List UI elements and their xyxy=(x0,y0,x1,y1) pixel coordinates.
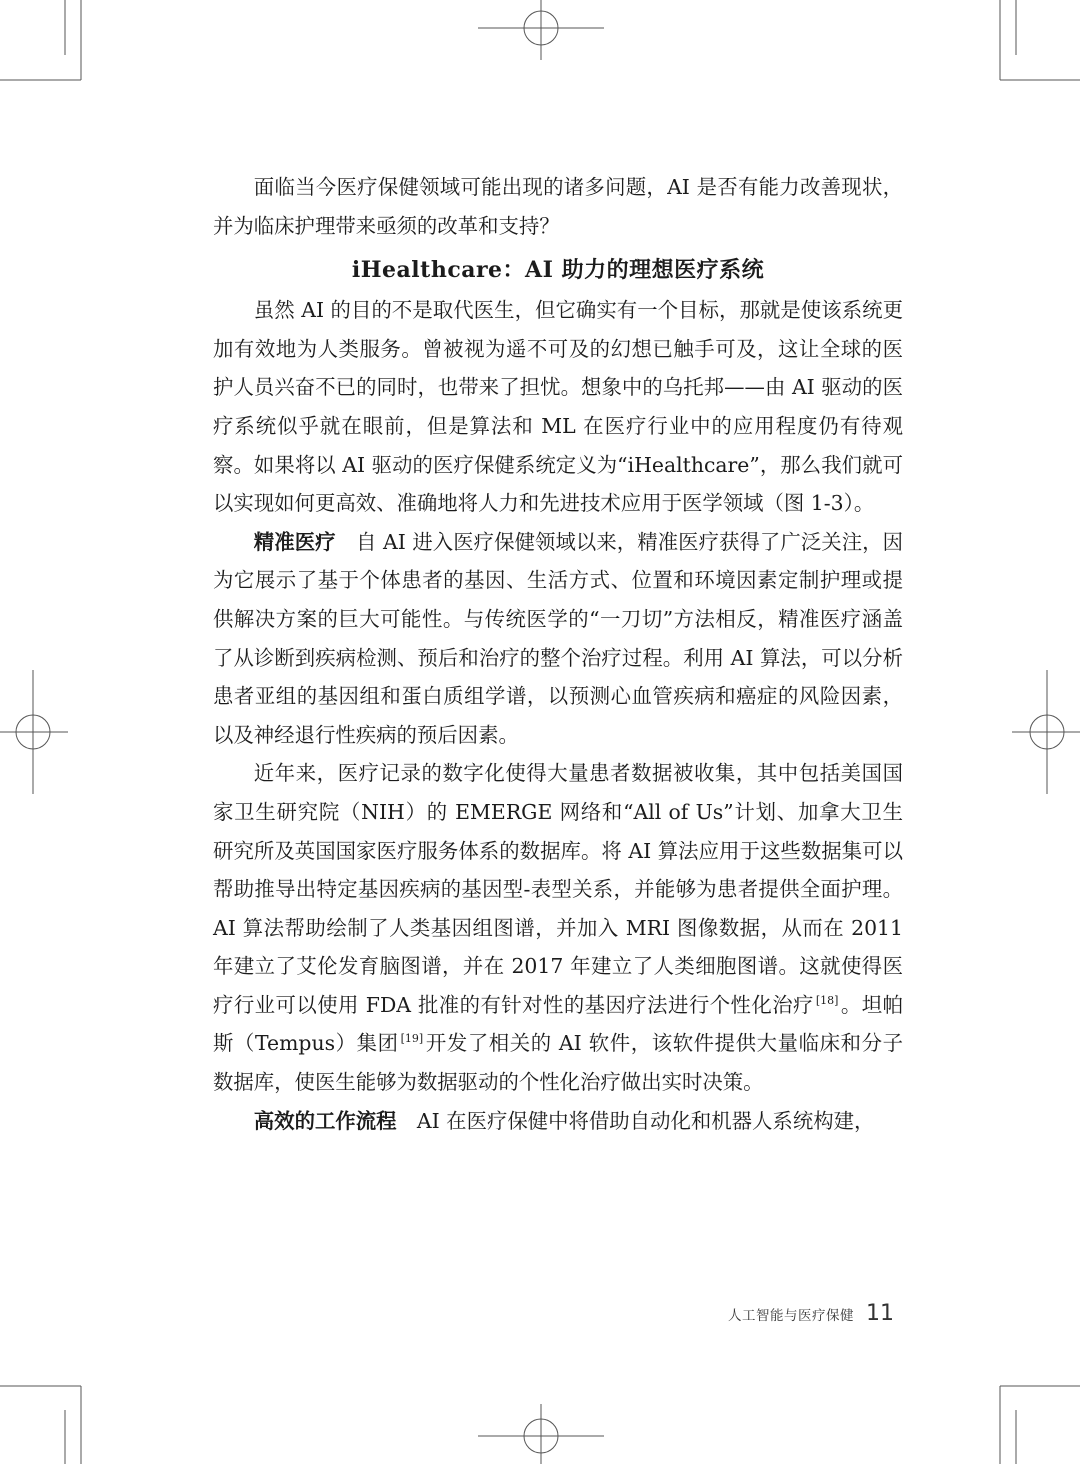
reference-19: [19] xyxy=(400,1032,424,1046)
data-collection-text-a: 近年来，医疗记录的数字化使得大量患者数据被收集，其中包括美国国家卫生研究院（NIH）的 EMERGE 网络和“All of Us”计划、加拿大卫生研究所及英国国家医疗服务体系的数据库。将 AI 算法应用于这些数据集可以帮助推导出特定基因疾病的基因型-表型关系，并能够为患者提供全面护理。AI 算法帮助绘制了人类基因组图谱，并加入 MRI 图像数据，从而在 2011 年建立了艾伦发育脑图谱，并在 2017 年建立了人类细胞图谱。这就使得医疗行业可以使用 FDA 批准的有针对性的基因疗法进行个性化治疗 xyxy=(213,761,903,1017)
running-footer-title: 人工智能与医疗保健 xyxy=(728,1308,854,1324)
paragraph-precision-medicine xyxy=(213,523,903,755)
workflow-text: AI 在医疗保健中将借助自动化和机器人系统构建， xyxy=(416,1108,875,1133)
page-body xyxy=(213,168,903,1140)
reference-18: [18] xyxy=(815,993,839,1007)
data-collection-text-b: 。坦帕斯（Tempus）集团 xyxy=(213,992,904,1056)
intro-paragraph: 面临当今医疗保健领域可能出现的诸多问题，AI 是否有能力改善现状，并为临床护理带来亟须的改革和支持？ xyxy=(213,175,903,238)
page-footer xyxy=(728,1301,894,1326)
paragraph-ihealthcare: 虽然 AI 的目的不是取代医生，但它确实有一个目标，那就是使该系统更加有效地为人类服务。曾被视为遥不可及的幻想已触手可及，这让全球的医护人员兴奋不已的同时，也带来了担忧。想象中的乌托邦——由 AI 驱动的医疗系统似乎就在眼前，但是算法和 ML 在医疗行业中的应用程度仍有待观察。如果将以 AI 驱动的医疗保健系统定义为“iHealthcare”，那么我们就可以实现如何更高效、准确地将人力和先进技术应用于医学领域（图 1-3）。 xyxy=(213,298,903,516)
paragraph-data-collection xyxy=(213,754,903,1101)
precision-medicine-text: 自 AI 进入医疗保健领域以来，精准医疗获得了广泛关注，因为它展示了基于个体患者的基因、生活方式、位置和环境因素定制护理或提供解决方案的巨大可能性。与传统医学的“一刀切”方法相反，精准医疗涵盖了从诊断到疾病检测、预后和治疗的整个治疗过程。利用 AI 算法，可以分析患者亚组的基因组和蛋白质组学谱，以预测心血管疾病和癌症的风险因素，以及神经退行性疾病的预后因素。 xyxy=(213,529,904,747)
section-heading: iHealthcare：AI 助力的理想医疗系统 xyxy=(351,257,765,284)
lead-precision-medicine: 精准医疗 xyxy=(253,529,336,554)
data-collection-text-c: 开发了相关的 AI 软件，该软件提供大量临床和分子数据库，使医生能够为数据驱动的个性化治疗做出实时决策。 xyxy=(213,1031,903,1095)
lead-workflow: 高效的工作流程 xyxy=(253,1108,397,1133)
paragraph-workflow xyxy=(213,1102,903,1141)
page-number: 11 xyxy=(866,1301,894,1326)
